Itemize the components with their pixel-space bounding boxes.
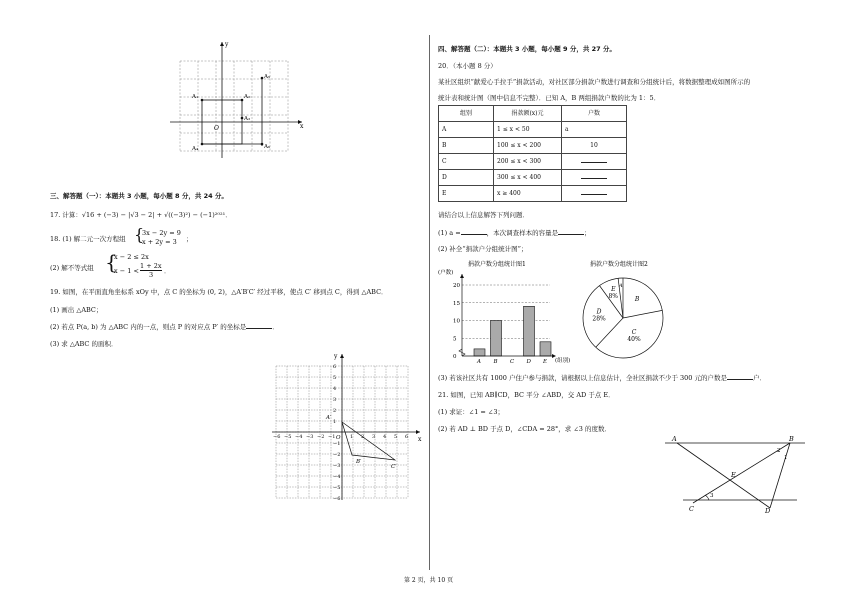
bar-chart-ylabel: (户数) [438, 270, 454, 276]
table-cell: 10 [562, 138, 627, 154]
table-row [439, 154, 627, 170]
q20-prompt: 请结合以上信息解答下列问题． [438, 211, 529, 219]
fig21-angle-1: 1 [784, 455, 788, 461]
q18-2-end: ． [164, 267, 171, 275]
frequency-table [438, 105, 627, 202]
q20-3-end: 户． [753, 374, 766, 382]
fig21-point-e: E [731, 471, 736, 479]
table-row [439, 138, 627, 154]
grid19-axis-y: y [334, 353, 338, 360]
grid19-x-tick: 3 [372, 434, 376, 440]
grid19-y-tick: −3 [333, 463, 341, 469]
q18-1-end: ； [186, 235, 193, 243]
table-cell: 300 ≤ x < 400 [494, 170, 562, 186]
table-cell-blank[interactable] [562, 154, 627, 170]
table-cell: A [439, 122, 494, 138]
fig1-point-a2: A₂ [244, 94, 251, 100]
pie-label-C: C [631, 329, 637, 337]
pie-label-D: D [596, 308, 602, 316]
bar-D [524, 306, 535, 356]
q18-1-eq2: x + 2y = 3 [142, 238, 177, 246]
page-footer: 第 2 页，共 10 页 [404, 577, 454, 584]
grid19-label-a: A′ [326, 415, 332, 421]
grid19-y-tick: 3 [333, 397, 337, 403]
section4-title: 四、解答题（二）：本题共 3 小题，每小题 9 分，共 27 分。 [438, 45, 616, 53]
table-cell: 1 ≤ x < 50 [494, 122, 562, 138]
table-cell: C [439, 154, 494, 170]
q21-stem: 21. 如图，已知 AB∥CD，BC 平分 ∠ABD，交 AD 于点 E． [438, 391, 615, 399]
q20-stem-1: 某社区组织“献爱心手拉手”捐款活动，对社区部分捐款户数进行调查和分组统计后，将数据整理成如图所示的 [438, 78, 751, 86]
bar-y-tick: 5 [453, 336, 457, 343]
q18-1-eq1: 3x − 2y = 9 [142, 229, 181, 237]
q17: 17. 计算：√16 + (−3) − |√3 − 2| + √((−3)²) − (−1)²⁰²¹． [50, 211, 232, 219]
table-header-cell: 组别 [439, 106, 494, 122]
pie-chart-title: 捐款户数分组统计图2 [590, 261, 648, 268]
fig1-point-a4: A₄ [192, 146, 199, 152]
q19-2-blank[interactable] [246, 323, 272, 329]
grid19-x-tick: 5 [394, 434, 398, 440]
pie-chart [578, 258, 678, 366]
grid19-y-tick: 6 [333, 364, 337, 370]
q20-1-text: (1) a = [438, 229, 461, 237]
q19-2-end: ． [272, 323, 279, 331]
bar-y-tick: 15 [453, 300, 460, 307]
q18-2-label: (2) 解不等式组 [50, 264, 94, 272]
table-row [439, 170, 627, 186]
pie-label-E: 8% [608, 292, 619, 300]
q18-2-ineq2-num: 1 + 2x [140, 262, 162, 270]
fig21-point-b: B [789, 435, 794, 443]
figure-parallel-lines [665, 433, 815, 515]
fig21-point-d: D [765, 507, 771, 515]
bar-chart [438, 258, 583, 366]
q18-2-ineq2-den: 3 [149, 271, 154, 279]
table-cell: a [562, 122, 627, 138]
fig21-angle-2: 2 [777, 448, 781, 454]
table-cell: x ≥ 400 [494, 186, 562, 202]
table-cell: B [439, 138, 494, 154]
table-cell-blank[interactable] [562, 186, 627, 202]
q18-1-brace: { [134, 225, 145, 244]
grid19-y-tick: −4 [333, 474, 341, 480]
bar-category-label: E [543, 359, 548, 365]
bar-E [540, 342, 551, 356]
fig21-angle-3: 3 [710, 493, 714, 499]
table-cell: 200 ≤ x < 300 [494, 154, 562, 170]
q19-2 [50, 323, 279, 331]
bar-category-label: D [526, 359, 531, 365]
table-cell: D [439, 170, 494, 186]
q19-2-text: (2) 若点 P(a, b) 为 △ABC 内的一点，则点 P 的对应点 P′ 的坐标是 [50, 323, 247, 331]
grid19-axis-x: x [418, 436, 422, 443]
bar-A [474, 349, 485, 356]
figure-coordinate-points [170, 38, 310, 163]
grid19-y-tick: 5 [333, 375, 337, 381]
q20-1 [438, 229, 591, 237]
q18-1-label: 18. (1) 解二元一次方程组 [50, 235, 126, 243]
pie-label-C: 40% [627, 336, 641, 344]
grid19-y-tick: −5 [333, 485, 341, 491]
q20-stem-2: 统计表和统计图（图中信息不完整）．已知 A，B 两组捐款户数的比为 1：5． [438, 94, 661, 102]
q19-3: (3) 求 △ABC 的面积． [50, 340, 118, 348]
table-cell: E [439, 186, 494, 202]
table-header-row [439, 106, 627, 122]
table-cell: 100 ≤ x < 200 [494, 138, 562, 154]
q20-1-end: ； [584, 229, 591, 237]
q20-3-text: (3) 若该社区共有 1000 户住户参与捐款，请根据以上信息估计，全社区捐款不少于 300 元的户数是 [438, 374, 727, 382]
fig1-point-a3: A₃ [244, 116, 251, 122]
q20-1-blank-a[interactable] [461, 229, 487, 235]
fig21-point-c: C [689, 505, 694, 513]
pie-label-D: 28% [592, 315, 606, 323]
fig1-origin: O [214, 125, 219, 132]
table-cell-blank[interactable] [562, 170, 627, 186]
q20-1-blank-size[interactable] [558, 229, 584, 235]
q20-3 [438, 374, 766, 382]
fig1-point-a6: A₆ [264, 144, 271, 150]
grid19-x-tick: −4 [295, 434, 303, 440]
bar-y-tick: 20 [453, 283, 460, 289]
grid19-x-tick: 1 [350, 434, 354, 440]
grid19-y-tick: −6 [333, 496, 341, 502]
bar-category-label: C [510, 359, 515, 365]
bar-chart-xlabel: (组别) [555, 358, 571, 364]
table-header-cell: 捐款额(x)元 [494, 106, 562, 122]
grid19-origin: O [336, 435, 341, 441]
q20-1-mid: ，本次调查样本的容量是 [486, 229, 559, 237]
grid19-x-tick: −6 [273, 434, 281, 440]
section3-title: 三、解答题（一）：本题共 3 小题，每小题 8 分，共 24 分。 [50, 192, 228, 200]
q20-2: (2) 补全“捐款户分组统计图”； [438, 245, 528, 253]
fig1-axis-y: y [225, 41, 229, 48]
q18-2-ineq1: x − 2 ≤ 2x [114, 253, 149, 261]
grid19-label-c: C′ [391, 464, 397, 470]
q19-stem: 19. 如图，在平面直角坐标系 xOy 中，点 C 的坐标为 (0, 2)，△A′B′C′ 经过平移，使点 C′ 移到点 C，得到 △ABC． [50, 288, 388, 296]
grid19-x-tick: 2 [361, 434, 365, 440]
table-row [439, 122, 627, 138]
grid19-label-b: B′ [356, 459, 362, 465]
grid19-x-tick: 6 [405, 434, 409, 440]
grid19-x-tick: 4 [383, 434, 387, 440]
bar-chart-title: 捐款户数分组统计图1 [468, 261, 526, 268]
q18-2-ineq2-left: x − 1 < [114, 267, 139, 275]
pie-label-E: E [611, 285, 616, 293]
q21-2: (2) 若 AD ⊥ BD 于点 D，∠CDA = 28°，求 ∠3 的度数． [438, 425, 611, 433]
grid19-x-tick: −5 [284, 434, 292, 440]
bar-y-tick: 0 [453, 354, 457, 360]
pie-label-B: B [634, 296, 640, 304]
fig1-axis-x: x [300, 123, 304, 130]
pie-label-A: A [619, 283, 623, 290]
table-header-cell: 户数 [562, 106, 627, 122]
bar-y-tick: 10 [453, 318, 460, 325]
bar-B [491, 321, 502, 357]
q20-score: 20．（本小题 8 分） [438, 62, 497, 70]
grid19-x-tick: −3 [306, 434, 314, 440]
fig1-point-a5: A₅ [264, 74, 271, 80]
q18-2-brace: { [105, 250, 118, 274]
q20-3-blank[interactable] [727, 374, 753, 380]
figure-translation-grid [268, 350, 428, 505]
bar-category-label: A [477, 359, 481, 365]
grid19-y-tick: 2 [333, 408, 337, 414]
grid19-x-tick: −1 [328, 434, 336, 440]
column-divider [429, 35, 430, 570]
table-row [439, 186, 627, 202]
grid19-y-tick: −2 [333, 452, 341, 458]
q19-1: (1) 画出 △ABC； [50, 306, 103, 314]
grid19-y-tick: 4 [333, 386, 337, 392]
fig21-point-a: A [672, 435, 677, 443]
grid19-y-tick: 1 [333, 419, 337, 425]
grid19-y-tick: −1 [333, 441, 341, 447]
grid19-x-tick: −2 [317, 434, 325, 440]
bar-category-label: B [493, 359, 498, 365]
q21-1: (1) 求证：∠1 = ∠3； [438, 408, 505, 416]
fig1-point-a1: A₁ [192, 94, 199, 100]
